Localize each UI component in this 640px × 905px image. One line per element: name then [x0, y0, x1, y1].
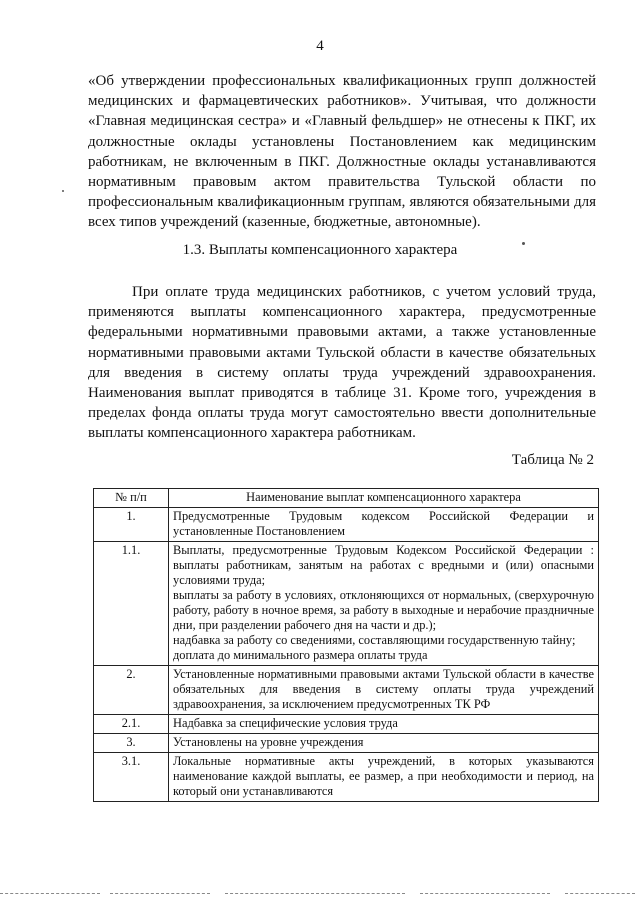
row-description — [169, 666, 599, 715]
row-description — [169, 508, 599, 542]
row-number: 2.1. — [94, 715, 169, 734]
table-row — [94, 715, 599, 734]
intro-paragraph: «Об утверждении профессиональных квалификационных групп должностей медицинских и фармацевтических работников». Учитывая, что должности «Главная медицинская сестра» и «Главный фельдшер» не отнесены к ПКГ, их должностные оклады установлены Постановлением как медицинским работникам, не включенным в ПКГ. Должностные оклады устанавливаются нормативным правовым актом правительства Тульской области по профессиональным квалификационным группам, являются обязательными для всех типов учреждений (казенные, бюджетные, автономные). — [88, 73, 596, 231]
compensation-table — [93, 488, 599, 802]
row-description-line: Локальные нормативные акты учреждений, в которых указываются наименование каждой выплаты, ее размер, а при необходимости и период, на который они устанавливаются — [173, 754, 594, 798]
row-description — [169, 715, 599, 734]
scan-artifact — [62, 190, 64, 192]
row-description — [169, 753, 599, 802]
table-caption: Таблица № 2 — [511, 452, 594, 468]
table-row — [94, 508, 599, 542]
row-description — [169, 542, 599, 666]
table-row — [94, 542, 599, 666]
table-header-row — [94, 489, 599, 508]
row-description-line: Установленные нормативными правовыми актами Тульской области в качестве обязательных для введения в систему оплаты труда учреждений здравоохранения, за исключением предусмотренных ТК РФ — [173, 667, 594, 711]
scan-artifact — [0, 893, 100, 894]
section-title: 1.3. Выплаты компенсационного характера — [182, 242, 458, 258]
table-row — [94, 734, 599, 753]
table-row — [94, 753, 599, 802]
row-description-line: надбавка за работу со сведениями, составляющими государственную тайну; — [173, 633, 576, 647]
table-row — [94, 666, 599, 715]
scan-artifact — [522, 242, 525, 245]
scan-artifact — [225, 893, 405, 894]
row-description — [169, 734, 599, 753]
row-number: 3. — [94, 734, 169, 753]
row-description-line: доплата до минимального размера оплаты труда — [173, 648, 428, 662]
page-number: 4 — [316, 38, 324, 54]
row-description-line: Предусмотренные Трудовым кодексом Российской Федерации и установленные Постановлением — [173, 509, 594, 538]
row-number: 1. — [94, 508, 169, 542]
row-description-line: Надбавка за специфические условия труда — [173, 716, 398, 730]
header-name: Наименование выплат компенсационного характера — [169, 489, 599, 508]
row-description-line: выплаты за работу в условиях, отклоняющихся от нормальных, (сверхурочную работу, работу в ночное время, за работу в выходные и нерабочие праздничные дни, при разделении рабочего дня на части и др.); — [173, 588, 594, 632]
section-paragraph: При оплате труда медицинских работников, с учетом условий труда, применяются выплаты компенсационного характера, предусмотренные федеральными нормативными правовыми актами, а также установленные нормативными правовыми актами Тульской области в качестве обязательных для введения в систему оплаты труда учреждений здравоохранения. Наименования выплат приводятся в таблице 31. Кроме того, учреждения в пределах фонда оплаты труда могут самостоятельно ввести дополнительные выплаты компенсационного характера работникам. — [88, 284, 596, 442]
scan-artifact — [565, 893, 635, 894]
row-description-line: Установлены на уровне учреждения — [173, 735, 364, 749]
scan-artifact — [110, 893, 210, 894]
scan-artifact — [420, 893, 550, 894]
table-body — [94, 508, 599, 802]
row-description-line: Выплаты, предусмотренные Трудовым Кодексом Российской Федерации : выплаты работникам, занятым на работах с вредными и (или) опасными условиями труда; — [173, 543, 594, 587]
row-number: 3.1. — [94, 753, 169, 802]
row-number: 1.1. — [94, 542, 169, 666]
row-number: 2. — [94, 666, 169, 715]
header-number: № п/п — [94, 489, 169, 508]
